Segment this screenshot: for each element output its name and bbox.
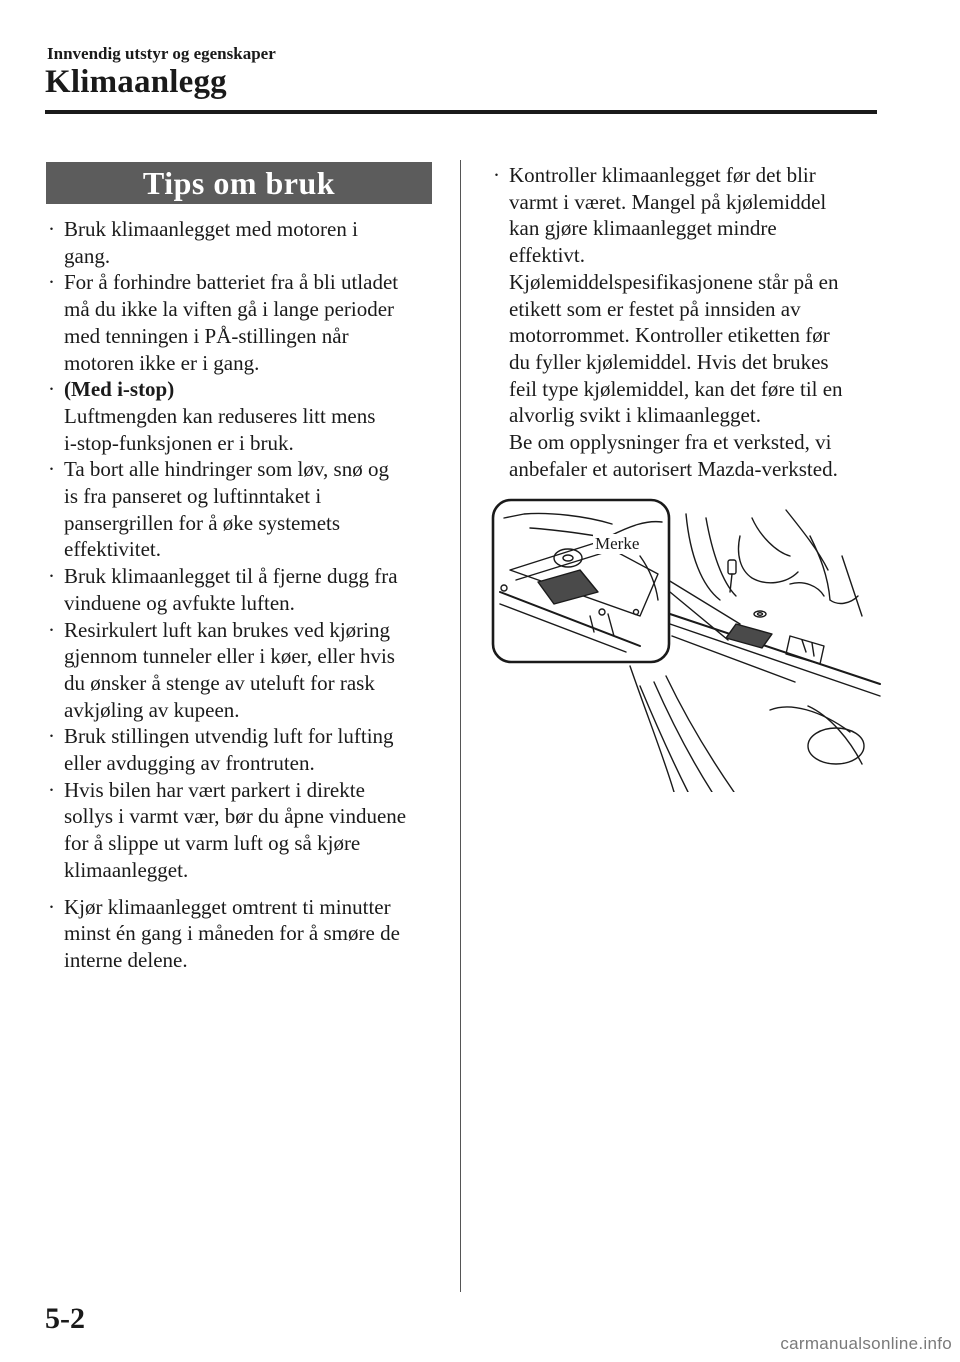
tips-list-right — [493, 162, 883, 482]
bullet-icon: · — [48, 270, 55, 295]
list-item — [48, 777, 448, 884]
bullet-icon: · — [48, 457, 55, 482]
list-item-text: Bruk stillingen utvendig luft for lufting eller avdugging av frontruten. — [64, 724, 394, 776]
list-item-text: Bruk klimaanlegget til å fjerne dugg fra vinduene og avfukte luften. — [64, 564, 398, 615]
list-item-text: Bruk klimaanlegget med motoren i gang. — [64, 217, 358, 268]
figure-callout-label: Merke — [595, 534, 640, 553]
bullet-icon: · — [493, 163, 500, 187]
tips-list-left — [48, 216, 448, 974]
bullet-icon: · — [48, 377, 55, 402]
watermark: carmanualsonline.info — [780, 1334, 952, 1353]
page-title: Klimaanlegg — [45, 64, 227, 100]
list-item-text: Resirkulert luft kan brukes ved kjøring gjennom tunneler eller i køer, eller hvis du ønsker å stenge av uteluft for rask avkjøling av kupeen. — [64, 617, 395, 722]
list-item-text: Kontroller klimaanlegget før det blir varmt i været. Mangel på kjølemiddel kan gjøre klimaanlegget mindre effektivt. Kjølemiddelspesifikasjonene står på en etikett som er festet på innsiden av motorrommet. Kontroller etiketten før du fyller kjølemiddel. Hvis det brukes feil type kjølemiddel, kan det føre til en alvorlig svikt i klimaanlegget. Be om opplysninger fra et verksted, vi anbefaler et autorisert Mazda-verksted. — [509, 163, 843, 481]
tips-heading: Tips om bruk — [142, 164, 336, 201]
list-item — [48, 216, 448, 269]
section-label: Innvendig utstyr og egenskaper — [47, 44, 276, 63]
list-item — [48, 723, 448, 776]
list-item-heading: (Med i-stop) — [64, 377, 175, 402]
list-item — [48, 563, 448, 616]
list-item-text: Hvis bilen har vært parkert i direkte sollys i varmt vær, bør du åpne vinduene for å slippe ut varm luft og så kjøre klimaanlegget. — [64, 777, 407, 882]
bullet-icon: · — [48, 724, 55, 749]
bullet-icon: · — [48, 777, 55, 802]
list-item — [48, 376, 448, 456]
bullet-icon: · — [48, 564, 55, 589]
tips-heading-banner — [46, 162, 432, 204]
list-item — [48, 456, 448, 563]
column-divider — [460, 160, 461, 1292]
list-item — [48, 269, 448, 376]
list-item — [48, 617, 448, 724]
page-number: 5-2 — [45, 1302, 85, 1335]
list-item-text: Kjør klimaanlegget omtrent ti minutter minst én gang i måneden for å smøre de interne delene. — [64, 894, 400, 972]
bullet-icon: · — [48, 617, 55, 642]
list-item-text: Ta bort alle hindringer som løv, snø og is fra panseret og luftinntaket i pansergrillen for å øke systemets effektivitet. — [64, 457, 389, 562]
list-item — [493, 162, 883, 482]
engine-compartment-illustration — [490, 496, 890, 792]
header-rule — [45, 110, 877, 114]
bullet-icon: · — [48, 217, 55, 241]
bullet-icon: · — [48, 894, 55, 919]
list-item-text: Luftmengden kan reduseres litt mens i-stop-funksjonen er i bruk. — [64, 403, 376, 455]
list-item — [48, 894, 448, 974]
list-item-text: For å forhindre batteriet fra å bli utladet må du ikke la viften gå i lange perioder med tenningen i PÅ-stillingen når motoren ikke er i gang. — [64, 270, 399, 375]
